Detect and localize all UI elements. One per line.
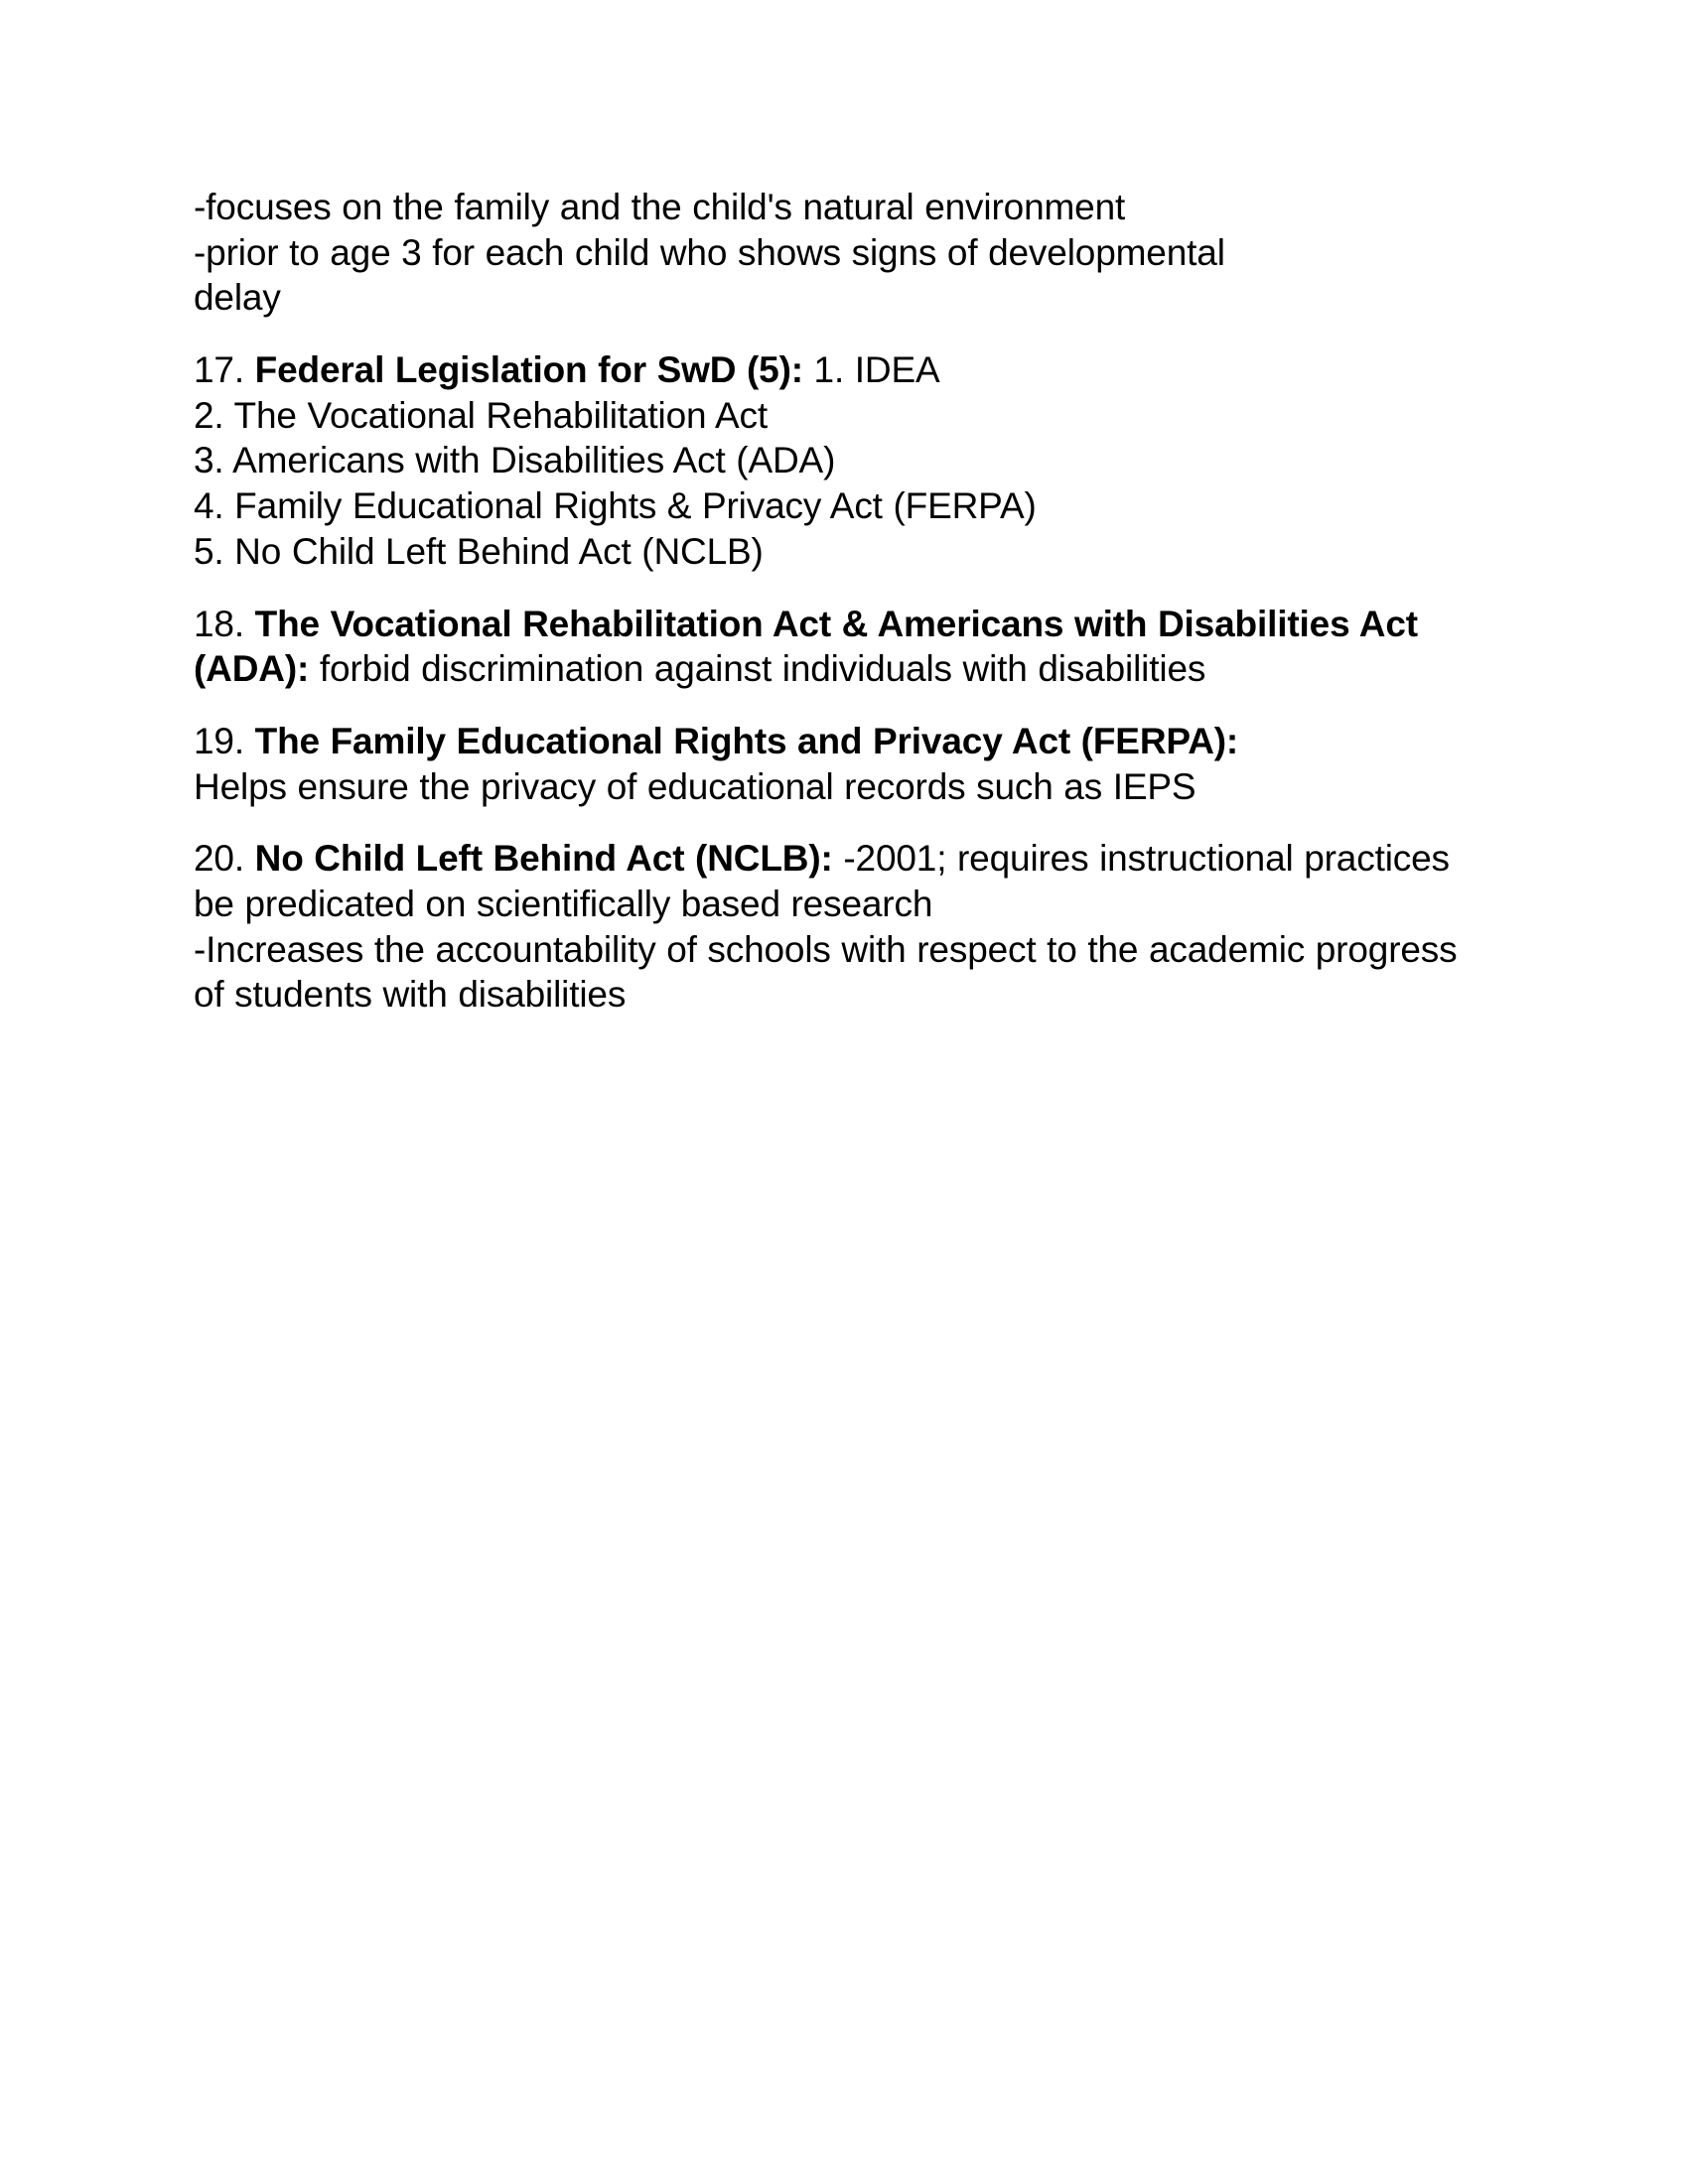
list-item-19-definition bbox=[194, 764, 1489, 810]
item-trailing-text: 1. IDEA bbox=[802, 349, 940, 391]
paragraph-bullets-intro bbox=[194, 185, 1489, 321]
item-number: 20. bbox=[194, 838, 244, 880]
list-item-19 bbox=[194, 719, 1489, 764]
text-line: delay bbox=[194, 277, 281, 319]
item-number: 19. bbox=[194, 720, 244, 761]
list-sub-item: 3. Americans with Disabilities Act (ADA) bbox=[194, 440, 836, 481]
list-sub-item: 4. Family Educational Rights & Privacy Act (FERPA) bbox=[194, 485, 1037, 527]
text-line: Helps ensure the privacy of educational records such as IEPS bbox=[194, 765, 1196, 807]
document-body bbox=[194, 185, 1489, 1018]
text-line: -focuses on the family and the child's natural environment bbox=[194, 187, 1126, 227]
item-number: 17. bbox=[194, 349, 244, 391]
list-item-17-sublist bbox=[194, 393, 1489, 575]
list-sub-item: 5. No Child Left Behind Act (NCLB) bbox=[194, 530, 764, 572]
item-trailing-text: -2001; requires instructional practices be predicated on scientifically based research bbox=[194, 838, 1450, 924]
list-item-20 bbox=[194, 836, 1489, 926]
list-item-18-definition bbox=[194, 646, 1489, 692]
item-heading: Federal Legislation for SwD (5): bbox=[254, 349, 803, 391]
list-item-20-detail bbox=[194, 927, 1489, 1018]
item-heading-continued: (ADA): bbox=[194, 648, 310, 690]
item-heading: The Family Educational Rights and Privacy Act (FERPA): bbox=[254, 720, 1239, 761]
item-number: 18. bbox=[194, 603, 244, 644]
list-item-18 bbox=[194, 602, 1489, 647]
text-line: -prior to age 3 for each child who shows signs of developmental bbox=[194, 231, 1225, 273]
item-heading: The Vocational Rehabilitation Act & Americans with Disabilities Act bbox=[254, 603, 1418, 644]
text-line: -Increases the accountability of schools with respect to the academic progress of students with disabilities bbox=[194, 928, 1469, 1016]
item-heading: No Child Left Behind Act (NCLB): bbox=[254, 838, 833, 880]
item-trailing-text: forbid discrimination against individuals with disabilities bbox=[309, 648, 1206, 690]
list-item-17 bbox=[194, 347, 1489, 393]
list-sub-item: 2. The Vocational Rehabilitation Act bbox=[194, 394, 769, 436]
